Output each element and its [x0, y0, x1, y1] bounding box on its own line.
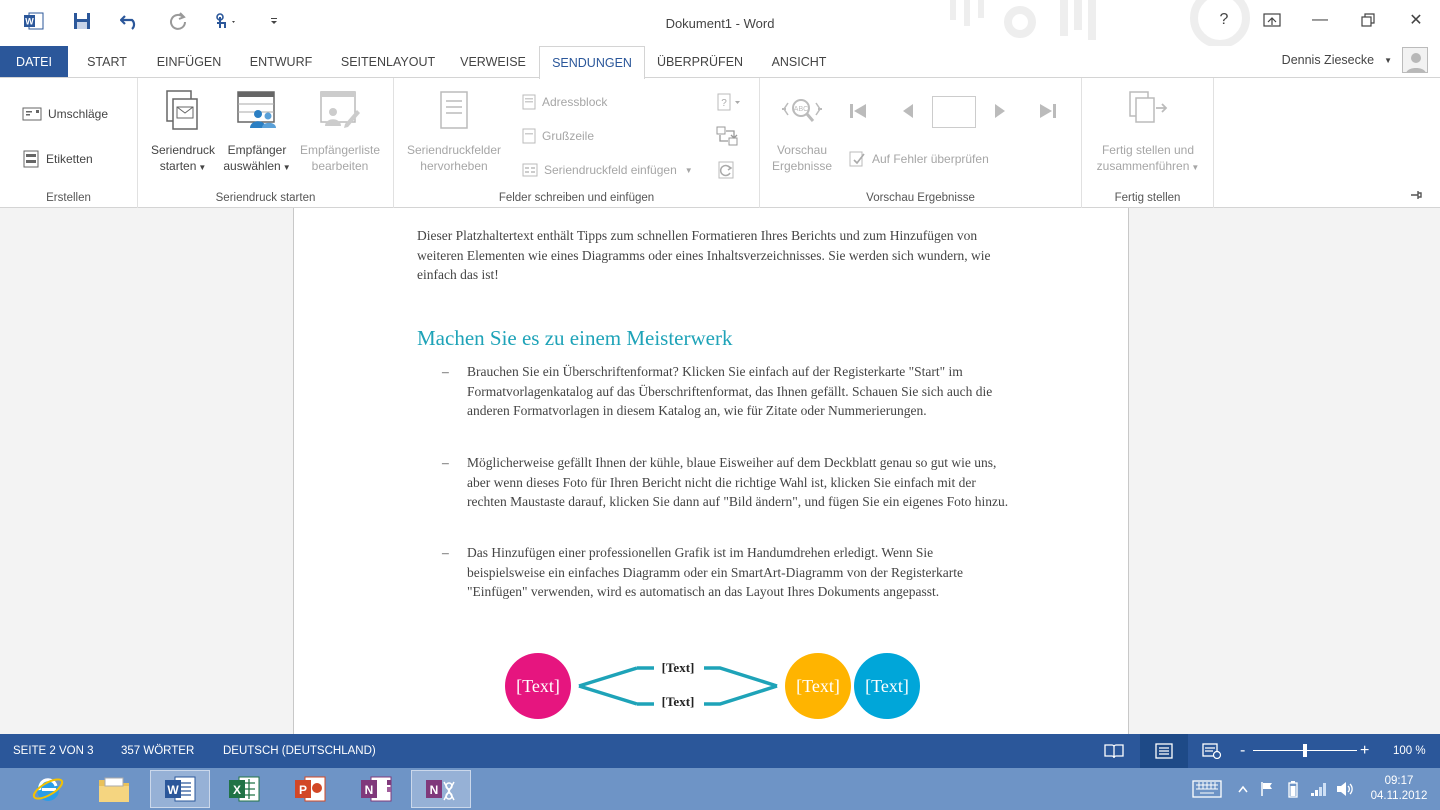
title-bar — [0, 0, 1440, 46]
save-icon[interactable] — [58, 8, 106, 34]
zoom-slider-thumb[interactable] — [1303, 744, 1307, 757]
svg-text:W: W — [167, 783, 179, 797]
list-marker: – — [442, 455, 449, 470]
diagram-connector-left — [579, 668, 654, 704]
quick-access-toolbar — [10, 8, 298, 34]
seriendruckfeld-einfuegen-label: Seriendruckfeld einfügen — [544, 163, 677, 177]
seriendruckfeld-einfuegen-button[interactable] — [522, 159, 693, 181]
seriendruck-starten-button[interactable] — [146, 88, 220, 176]
fertig-stellen-zusammenfuehren-button[interactable] — [1088, 88, 1208, 176]
vorschau-ergebnisse-button[interactable] — [766, 88, 838, 174]
empfaenger-auswaehlen-button[interactable] — [220, 88, 294, 176]
match-fields-button[interactable] — [716, 125, 738, 147]
group-vorschau — [760, 78, 1082, 208]
group-seriendruck-starten — [138, 78, 394, 208]
cut-off-text-line — [417, 208, 777, 212]
tab-seitenlayout[interactable]: SEITENLAYOUT — [340, 55, 436, 69]
web-layout-button[interactable] — [1197, 736, 1227, 766]
umschlaege-button[interactable] — [22, 103, 108, 125]
svg-text:W: W — [25, 16, 34, 27]
empfaengerliste-line1: Empfängerliste — [299, 143, 381, 157]
chevron-down-icon: ▼ — [1191, 163, 1200, 172]
seriendruck-starten-line2: starten — [159, 159, 197, 173]
network-icon[interactable] — [1306, 781, 1332, 797]
rules-icon — [716, 93, 742, 111]
word-count[interactable]: 357 WÖRTER — [121, 745, 195, 757]
touch-mode-icon[interactable] — [202, 8, 250, 34]
tab-entwurf[interactable]: ENTWURF — [249, 55, 313, 69]
zoom-out-button[interactable]: - — [1240, 742, 1246, 759]
tab-datei[interactable]: DATEI — [0, 46, 68, 78]
maximize-button[interactable] — [1344, 4, 1392, 36]
chevron-down-icon: ▼ — [198, 163, 207, 172]
match-fields-icon — [716, 126, 738, 146]
record-number-input[interactable] — [932, 96, 976, 128]
flag-icon[interactable] — [1254, 781, 1280, 797]
seriendruckfelder-hervorheben-button[interactable] — [402, 88, 506, 174]
first-record-button[interactable] — [848, 100, 868, 122]
label-sheet-icon — [22, 150, 40, 168]
previous-record-button[interactable] — [900, 100, 916, 122]
system-clock[interactable] — [1358, 774, 1440, 804]
word-app-icon[interactable] — [10, 8, 58, 34]
tab-verweise[interactable]: VERWEISE — [460, 55, 526, 69]
rules-button[interactable] — [716, 91, 742, 113]
list-item-text: Möglicherweise gefällt Ihnen der kühle, blaue Eisweiher auf dem Deckblatt genau so gut wie uns, aber wenn dieses Foto für Ihren Bericht nicht die richtige Wahl ist, klicken Sie einfach mit der rechten Maustaste darauf, klicken Sie dann auf "Bild ändern", und fügen Sie ein eigenes Foto hinzu. — [467, 455, 1009, 509]
chevron-down-icon: ▼ — [1384, 55, 1392, 65]
pin-ribbon-icon[interactable] — [1410, 189, 1422, 203]
language-indicator[interactable]: DEUTSCH (DEUTSCHLAND) — [223, 745, 376, 757]
section-heading[interactable]: Machen Sie es zu einem Meisterwerk — [417, 326, 733, 350]
print-layout-icon — [1155, 743, 1173, 759]
group-felder — [394, 78, 760, 208]
group-fertig-stellen — [1082, 78, 1214, 208]
update-labels-button[interactable] — [716, 159, 736, 181]
group-label-fertig: Fertig stellen — [1114, 192, 1181, 204]
show-hidden-icons-icon[interactable] — [1232, 785, 1254, 793]
diagram-circle-pink-text: [Text] — [516, 676, 560, 696]
umschlaege-label: Umschläge — [48, 107, 109, 121]
web-layout-icon — [1202, 743, 1222, 759]
auf-fehler-label: Auf Fehler überprüfen — [872, 152, 989, 166]
empfaenger-line2: auswählen — [223, 159, 281, 173]
page-indicator[interactable]: SEITE 2 VON 3 — [13, 745, 94, 757]
svg-text:N: N — [364, 783, 374, 797]
hervorheben-line1: Seriendruckfelder — [406, 143, 502, 157]
touch-keyboard-icon[interactable] — [1182, 780, 1232, 798]
previous-record-icon — [900, 102, 916, 120]
onenote-icon[interactable] — [346, 770, 406, 808]
envelope-icon — [22, 107, 42, 121]
read-mode-button[interactable] — [1099, 736, 1129, 766]
zoom-in-button[interactable]: + — [1360, 742, 1370, 759]
tab-einfuegen[interactable]: EINFÜGEN — [156, 55, 222, 69]
list-item-text: Das Hinzufügen einer professionellen Grafik ist im Handumdrehen erledigt. Wenn Sie beispielsweise ein einfaches Diagramm oder ein SmartArt-Diagramm von der Registerkarte "Einfügen" verwenden, wird es automatisch an das Layout Ihres Dokuments angepasst. — [467, 545, 963, 599]
clock-time: 09:17 — [1384, 775, 1414, 787]
status-bar — [0, 734, 1440, 768]
intro-paragraph[interactable]: Dieser Platzhaltertext enthält Tipps zum schnellen Formatieren Ihres Berichts und zum Hinzufügen von weiteren Elementen wie eines Diagramms oder eines Inhaltsverzeichnisses. Sie werden sich wundern, wie einfach das ist! — [417, 228, 991, 282]
fertig-line2: zusammenführen — [1096, 159, 1190, 173]
last-record-button[interactable] — [1038, 100, 1058, 122]
diagram-connector-right — [704, 668, 777, 704]
next-record-button[interactable] — [992, 100, 1008, 122]
minimize-button[interactable]: — — [1312, 11, 1328, 28]
group-label-seriendruck: Seriendruck starten — [215, 192, 316, 204]
vorschau-line2: Ergebnisse — [771, 159, 833, 173]
list-marker: – — [442, 545, 449, 560]
diagram-label-top[interactable]: [Text] — [661, 660, 695, 675]
hervorheben-line2: hervorheben — [420, 159, 488, 173]
diagram-circle-orange-text: [Text] — [796, 676, 840, 696]
document-page[interactable] — [293, 208, 1129, 734]
finish-merge-icon — [1126, 88, 1170, 132]
list-item-text: Brauchen Sie ein Überschriftenformat? Klicken Sie einfach auf der Registerkarte "Start" im Formatvorlagenkatalog auf das Überschriftenformat, das Ihnen gefällt. Schauen Sie sich auch die anderen Formatvorlagen in diesem Katalog an, wie für Zitate oder Nummerierungen. — [467, 364, 993, 418]
system-tray — [1182, 768, 1440, 810]
powerpoint-icon[interactable] — [280, 770, 340, 808]
group-label-felder: Felder schreiben und einfügen — [498, 192, 655, 204]
address-block-icon — [522, 94, 536, 110]
svg-text:X: X — [232, 783, 242, 797]
recipients-icon — [235, 88, 279, 132]
chevron-down-icon: ▼ — [282, 163, 291, 172]
ribbon-display-options-button[interactable] — [1248, 4, 1296, 36]
user-name: Dennis Ziesecke — [1281, 53, 1375, 67]
ribbon-tabs — [0, 46, 1440, 78]
seriendruck-starten-line1: Seriendruck — [150, 143, 216, 157]
preview-results-icon — [780, 88, 824, 132]
next-record-icon — [992, 102, 1008, 120]
volume-icon[interactable] — [1332, 781, 1358, 797]
highlight-fields-icon — [432, 88, 476, 132]
clock-date: 04.11.2012 — [1370, 790, 1428, 802]
first-record-icon — [848, 102, 868, 120]
svg-text:ABC: ABC — [793, 106, 809, 113]
diagram-label-bottom[interactable]: [Text] — [661, 694, 695, 709]
adressblock-label: Adressblock — [542, 95, 608, 109]
empfaenger-line1: Empfänger — [227, 143, 287, 157]
auf-fehler-ueberpruefen-button[interactable] — [848, 148, 989, 170]
mail-merge-icon — [161, 88, 205, 132]
group-label-vorschau: Vorschau Ergebnisse — [866, 192, 975, 204]
customize-qat-icon[interactable] — [250, 8, 298, 34]
document-area[interactable] — [0, 208, 1440, 734]
last-record-icon — [1038, 102, 1058, 120]
edit-recipient-list-icon — [318, 88, 362, 132]
svg-text:N: N — [429, 783, 439, 797]
excel-icon[interactable] — [214, 770, 274, 808]
check-errors-icon — [848, 150, 866, 168]
close-button[interactable]: ✕ — [1409, 12, 1423, 29]
print-layout-button[interactable] — [1140, 734, 1188, 768]
tab-ansicht[interactable]: ANSICHT — [771, 55, 827, 69]
grusszeile-label: Grußzeile — [542, 129, 595, 143]
smartart-diagram[interactable] — [494, 650, 934, 734]
vorschau-line1: Vorschau — [776, 143, 828, 157]
group-erstellen — [0, 78, 138, 208]
tab-ueberpruefen[interactable]: ÜBERPRÜFEN — [656, 55, 744, 69]
battery-icon[interactable] — [1280, 780, 1306, 798]
read-mode-icon — [1104, 743, 1124, 759]
svg-text:P: P — [298, 783, 308, 797]
redo-icon[interactable] — [154, 8, 202, 34]
fertig-line1: Fertig stellen und — [1101, 143, 1195, 157]
list-marker: – — [442, 364, 449, 379]
grusszeile-button[interactable] — [522, 125, 594, 147]
diagram-circle-blue-text: [Text] — [865, 676, 909, 696]
user-account[interactable] — [1282, 46, 1428, 74]
etiketten-label: Etiketten — [46, 152, 93, 166]
window-title: Dokument1 - Word — [665, 16, 775, 31]
chevron-down-icon: ▼ — [684, 165, 693, 175]
zoom-level[interactable]: 100 % — [1393, 745, 1426, 757]
empfaengerliste-line2: bearbeiten — [311, 159, 369, 173]
avatar — [1402, 47, 1428, 73]
tab-sendungen[interactable]: SENDUNGEN — [539, 46, 645, 79]
update-labels-icon — [716, 160, 736, 180]
tab-start[interactable]: START — [87, 55, 127, 69]
help-button[interactable]: ? — [1219, 11, 1229, 28]
etiketten-button[interactable] — [22, 148, 93, 170]
file-explorer-icon[interactable] — [84, 770, 144, 808]
taskbar — [0, 768, 1440, 810]
svg-text:?: ? — [721, 98, 727, 109]
word-icon[interactable] — [150, 770, 210, 808]
adressblock-button[interactable] — [522, 91, 607, 113]
internet-explorer-icon[interactable] — [18, 770, 78, 808]
undo-icon[interactable] — [106, 8, 154, 34]
insert-field-icon — [522, 163, 538, 177]
ribbon — [0, 77, 1440, 208]
greeting-line-icon — [522, 128, 536, 144]
group-label-erstellen: Erstellen — [46, 192, 91, 204]
onenote-tool-icon[interactable] — [411, 770, 471, 808]
window-controls — [1200, 4, 1440, 36]
empfaengerliste-bearbeiten-button[interactable] — [294, 88, 386, 174]
